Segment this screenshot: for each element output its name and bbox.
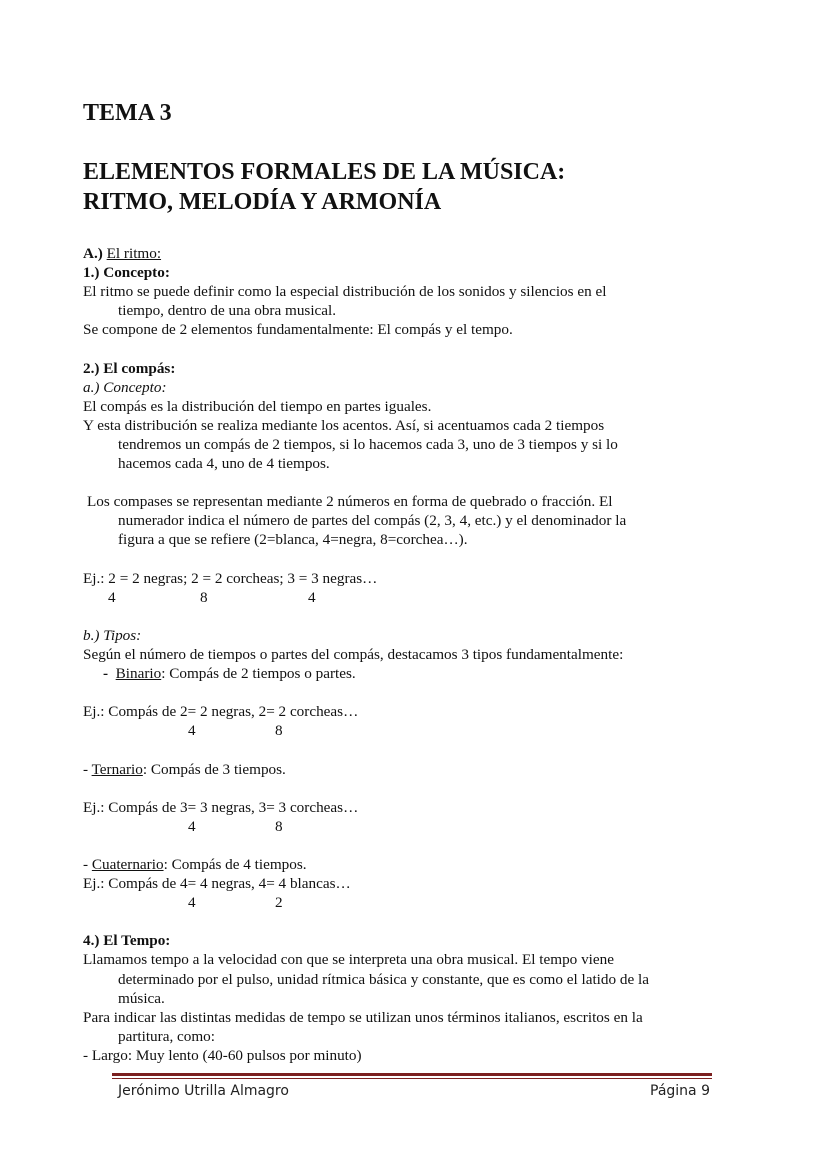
section-a-title: El ritmo:: [106, 245, 162, 262]
example-1-denominator: 4: [108, 588, 116, 606]
compas-heading-text: 2.) El compás:: [83, 359, 176, 377]
ritmo-def-line-2: tiempo, dentro de una obra musical.: [118, 302, 337, 320]
binario-label: Binario: [115, 665, 162, 683]
example-4-denominator: 2: [275, 894, 283, 912]
footer-rule: [112, 1073, 712, 1076]
example-2-denominator: 4: [188, 722, 196, 740]
spacer: [83, 607, 723, 626]
example-1-denominator: 4: [308, 588, 316, 606]
example-2: Ej.: Compás de 2= 2 negras, 2= 2 corcheas…: [83, 703, 359, 721]
compas-line-2: Y esta distribución se realiza mediante los acentos. Así, si acentuamos cada 2 tiempos: [83, 416, 605, 434]
compas-sub-a-text: a.) Concepto:: [83, 378, 167, 396]
cuaternario-item: [83, 855, 723, 874]
section-a-heading: [83, 244, 723, 263]
ternario-bullet: -: [83, 760, 92, 778]
tema-heading: TEMA 3: [83, 100, 172, 126]
example-4: Ej.: Compás de 4= 4 negras, 4= 4 blancas…: [83, 875, 351, 893]
page-title: [83, 157, 565, 217]
ternario-item: [83, 760, 723, 779]
footer-page-number: Página 9: [650, 1083, 710, 1099]
tempo-line-6: - Largo: Muy lento (40-60 pulsos por minuto): [83, 1046, 362, 1064]
example-2-denominator: 8: [275, 722, 283, 740]
example-3-denominators: [83, 817, 723, 836]
compas-line-4: hacemos cada 4, uno de 4 tiempos.: [118, 455, 330, 473]
compas-line-3: tendremos un compás de 2 tiempos, si lo hacemos cada 3, uno de 3 tiempos y si lo: [118, 435, 618, 453]
compas-line-5: Los compases se representan mediante 2 números en forma de quebrado o fracción. El: [87, 493, 613, 511]
spacer: [83, 912, 723, 931]
spacer: [83, 740, 723, 759]
ternario-label: Ternario: [91, 760, 143, 778]
footer-rule-thin: [112, 1078, 712, 1079]
compas-line-1: El compás es la distribución del tiempo en partes iguales.: [83, 397, 432, 415]
spacer: [83, 473, 723, 492]
tempo-line-1: Llamamos tempo a la velocidad con que se interpreta una obra musical. El tempo viene: [83, 951, 614, 969]
compas-sub-b: [83, 626, 723, 645]
title-line-2: RITMO, MELODÍA Y ARMONÍA: [83, 189, 442, 215]
example-1-denominator: 8: [200, 588, 208, 606]
binario-bullet: -: [103, 665, 109, 683]
cuaternario-label: Cuaternario: [91, 856, 164, 873]
tempo-heading: [83, 931, 723, 950]
spacer: [83, 683, 723, 702]
compas-sub-b-text: b.) Tipos:: [83, 626, 142, 644]
ritmo-elements: Se compone de 2 elementos fundamentalmente: El compás y el tempo.: [83, 321, 513, 339]
section-a-prefix: A.): [83, 245, 103, 262]
tempo-line-4: Para indicar las distintas medidas de tempo se utilizan unos términos italianos, escritos en la: [83, 1008, 643, 1026]
example-3: Ej.: Compás de 3= 3 negras, 3= 3 corcheas…: [83, 798, 359, 816]
tipos-intro: Según el número de tiempos o partes del compás, destacamos 3 tipos fundamentalmente:: [83, 645, 624, 663]
footer-author: Jerónimo Utrilla Almagro: [118, 1083, 289, 1099]
cuaternario-bullet: -: [83, 856, 92, 873]
example-1: Ej.: 2 = 2 negras; 2 = 2 corcheas; 3 = 3 negras…: [83, 569, 378, 587]
ternario-text: : Compás de 3 tiempos.: [142, 760, 286, 778]
example-1-denominators: [83, 588, 723, 607]
compas-heading: [83, 359, 723, 378]
compas-sub-a: [83, 378, 723, 397]
cuaternario-text: : Compás de 4 tiempos.: [163, 856, 307, 873]
example-3-denominator: 8: [275, 817, 283, 835]
spacer: [83, 550, 723, 569]
compas-line-6: numerador indica el número de partes del compás (2, 3, 4, etc.) y el denominador la: [118, 512, 627, 530]
tempo-line-3: música.: [118, 989, 165, 1007]
concepto-heading-text: 1.) Concepto:: [83, 264, 170, 282]
spacer: [83, 339, 723, 358]
example-3-denominator: 4: [188, 817, 196, 835]
tempo-line-2: determinado por el pulso, unidad rítmica básica y constante, que es como el latido de la: [118, 970, 649, 988]
concepto-heading: [83, 263, 723, 282]
compas-line-7: figura a que se refiere (2=blanca, 4=negra, 8=corchea…).: [118, 531, 468, 549]
title-line-1: ELEMENTOS FORMALES DE LA MÚSICA:: [83, 159, 566, 185]
example-4-denominator: 4: [188, 894, 196, 912]
binario-item: [83, 664, 723, 683]
document-body: [83, 244, 723, 1065]
tempo-heading-text: 4.) El Tempo:: [83, 932, 171, 950]
tempo-line-5: partitura, como:: [118, 1027, 215, 1045]
ritmo-def-line-1: El ritmo se puede definir como la especial distribución de los sonidos y silencios en el: [83, 283, 607, 301]
binario-text: : Compás de 2 tiempos o partes.: [161, 665, 356, 683]
example-2-denominators: [83, 721, 723, 740]
spacer: [83, 779, 723, 798]
example-4-denominators: [83, 893, 723, 912]
spacer: [83, 836, 723, 855]
